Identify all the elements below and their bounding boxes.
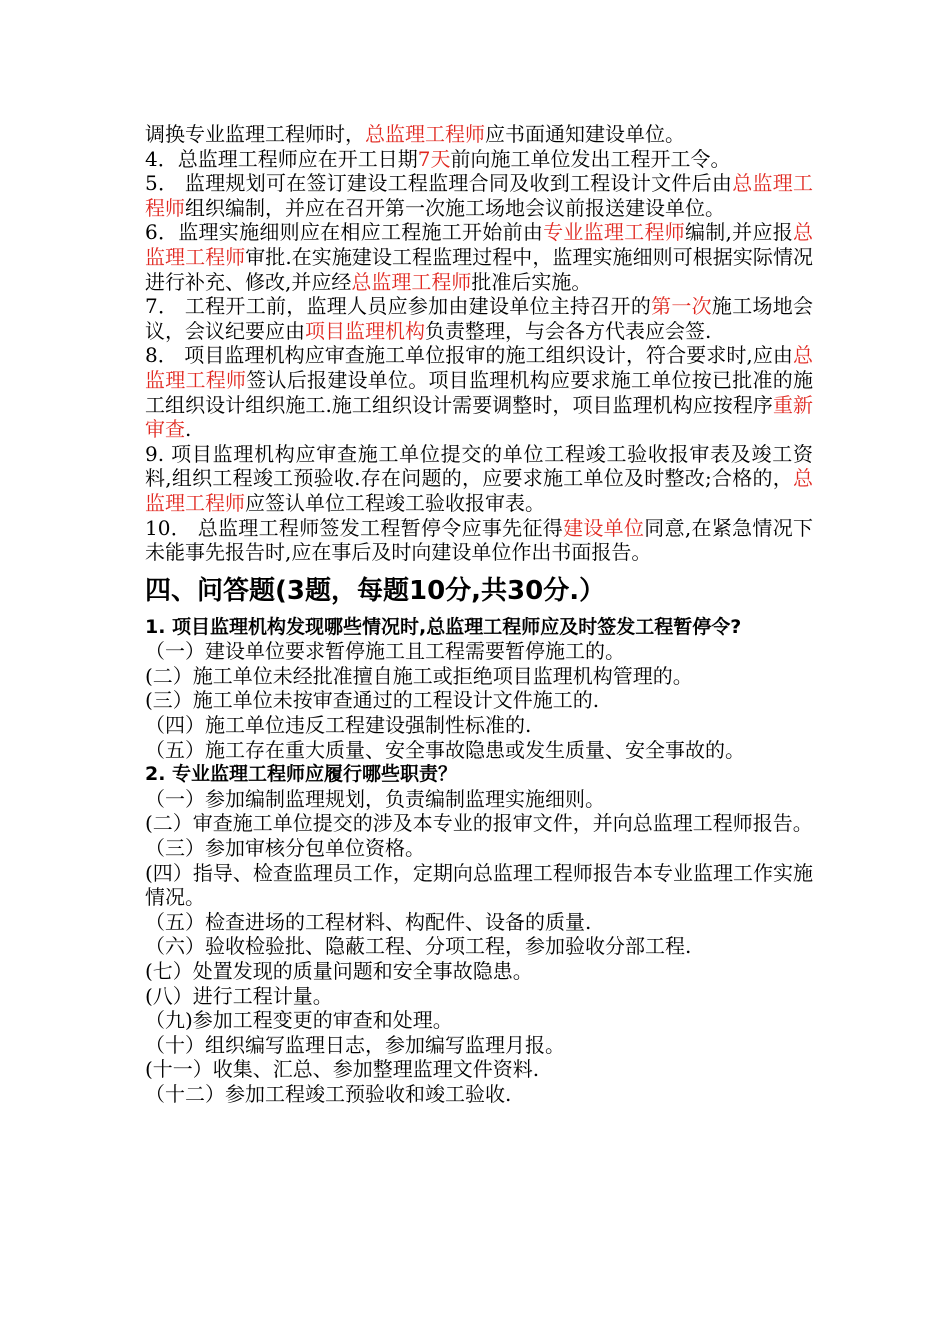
text-segment: 前向施工单位发出工程开工令。 <box>450 146 731 171</box>
text-segment: 批准后实施。 <box>471 269 592 294</box>
fill-item-i7 <box>145 294 813 343</box>
text-segment: 5． 监理规划可在签订建设工程监理合同及收到工程设计文件后由 <box>145 171 733 196</box>
answer-highlight: 总监理工程师 <box>145 220 813 269</box>
answer-highlight: 总监理工程师 <box>145 466 813 515</box>
fill-item-i4 <box>145 147 813 172</box>
answer-highlight: 项目监理机构 <box>305 318 425 343</box>
question-title: 1. 项目监理机构发现哪些情况时,总监理工程师应及时签发工程暂停令? <box>145 615 742 638</box>
answer-item: (三）施工单位未按审查通过的工程设计文件施工的. <box>145 688 600 713</box>
text-segment: 审批.在实施建设工程监理过程中，监理实施细则可根据实际情况进行补充、修改,并应经 <box>145 244 813 294</box>
text-segment: 10． 总监理工程师签发工程暂停令应事先征得 <box>145 515 564 540</box>
answer-item: （四）施工单位违反工程建设强制性标准的. <box>145 713 532 738</box>
document-page <box>145 122 813 1107</box>
text-segment: 调换专业监理工程师时， <box>145 122 365 146</box>
answer-item: （六）验收检验批、隐蔽工程、分项工程，参加验收分部工程. <box>145 934 692 959</box>
answer-item: （十二）参加工程竣工预验收和竣工验收. <box>145 1081 512 1106</box>
text-segment: . <box>185 417 192 442</box>
text-segment: 6．监理实施细则应在相应工程施工开始前由 <box>145 220 544 245</box>
fill-item-i6 <box>145 220 813 294</box>
text-segment: 应书面通知建设单位。 <box>485 122 685 146</box>
answer-item: （五）检查进场的工程材料、构配件、设备的质量. <box>145 909 592 934</box>
answer-highlight: 总监理工程师 <box>145 343 813 392</box>
fill-in-answers <box>145 122 813 565</box>
fill-item-i8 <box>145 343 813 441</box>
text-segment: 9. 项目监理机构应审查施工单位提交的单位工程竣工验收报审表及竣工资料,组织工程竣工预验收.存在问题的，应要求施工单位及时整改;合格的， <box>145 441 813 491</box>
question-1 <box>145 615 813 763</box>
text-segment: 编制,并应报 <box>685 220 793 245</box>
answer-item: （一）参加编制监理规划，负责编制监理实施细则。 <box>145 786 605 811</box>
text-segment: 4．总监理工程师应在开工日期 <box>145 146 418 171</box>
answer-highlight: 专业监理工程师 <box>543 220 686 245</box>
answer-highlight: 建设单位 <box>563 515 645 540</box>
text-segment: 签认后报建设单位。项目监理机构应要求施工单位按已批准的施工组织设计组织施工.施工组织设计需要调整时，项目监理机构应按程序 <box>145 367 813 417</box>
answer-item: （一）建设单位要求暂停施工且工程需要暂停施工的。 <box>145 639 625 664</box>
answer-item: (十一）收集、汇总、参加整理监理文件资料. <box>145 1057 540 1082</box>
answer-item: （十）组织编写监理日志，参加编写监理月报。 <box>145 1032 565 1057</box>
fill-item-i5 <box>145 171 813 220</box>
fill-item-l0 <box>145 122 813 147</box>
answer-item: (二）审查施工单位提交的涉及本专业的报审文件，并向总监理工程师报告。 <box>145 811 813 836</box>
answer-highlight: 第一次 <box>651 294 712 319</box>
answer-item: (七）处置发现的质量问题和安全事故隐患。 <box>145 959 533 983</box>
section-heading: 四、问答题(3题，每题10分,共30分.） <box>145 575 606 606</box>
text-segment: 施工场地会议，会议纪要应由 <box>145 294 814 343</box>
fill-item-i10 <box>145 516 813 565</box>
question-2 <box>145 762 813 1106</box>
answer-highlight: 7天 <box>417 146 451 171</box>
text-segment: 同意,在紧急情况下未能事先报告时,应在事后及时向建设单位作出书面报告。 <box>145 515 814 565</box>
answer-item: (二）施工单位未经批准擅自施工或拒绝项目监理机构管理的。 <box>145 663 693 688</box>
answer-item: (四）指导、检查监理员工作，定期向总监理工程师报告本专业监理工作实施情况。 <box>145 860 813 910</box>
answer-item: (八）进行工程计量。 <box>145 983 333 1008</box>
answer-item: （三）参加审核分包单位资格。 <box>145 836 425 861</box>
answer-item: （九)参加工程变更的审查和处理。 <box>145 1008 453 1033</box>
answer-highlight: 总监理工程师 <box>351 269 472 294</box>
text-segment: 8． 项目监理机构应审查施工单位报审的施工组织设计，符合要求时,应由 <box>145 343 793 368</box>
answer-highlight: 总监理工程师 <box>145 171 813 220</box>
answer-highlight: 重新审查 <box>145 392 814 442</box>
answer-item: （五）施工存在重大质量、安全事故隐患或发生质量、安全事故的。 <box>145 737 745 762</box>
text-segment: 组织编制，并应在召开第一次施工场地会议前报送建设单位。 <box>185 195 725 220</box>
text-segment: 应签认单位工程竣工验收报审表。 <box>245 490 545 515</box>
text-segment: 负责整理，与会各方代表应会签. <box>425 318 712 343</box>
text-segment: 7． 工程开工前，监理人员应参加由建设单位主持召开的 <box>145 294 652 319</box>
question-title: 2. 专业监理工程师应履行哪些职责？ <box>145 763 458 786</box>
fill-item-i9 <box>145 442 813 516</box>
answer-highlight: 总监理工程师 <box>365 122 485 146</box>
